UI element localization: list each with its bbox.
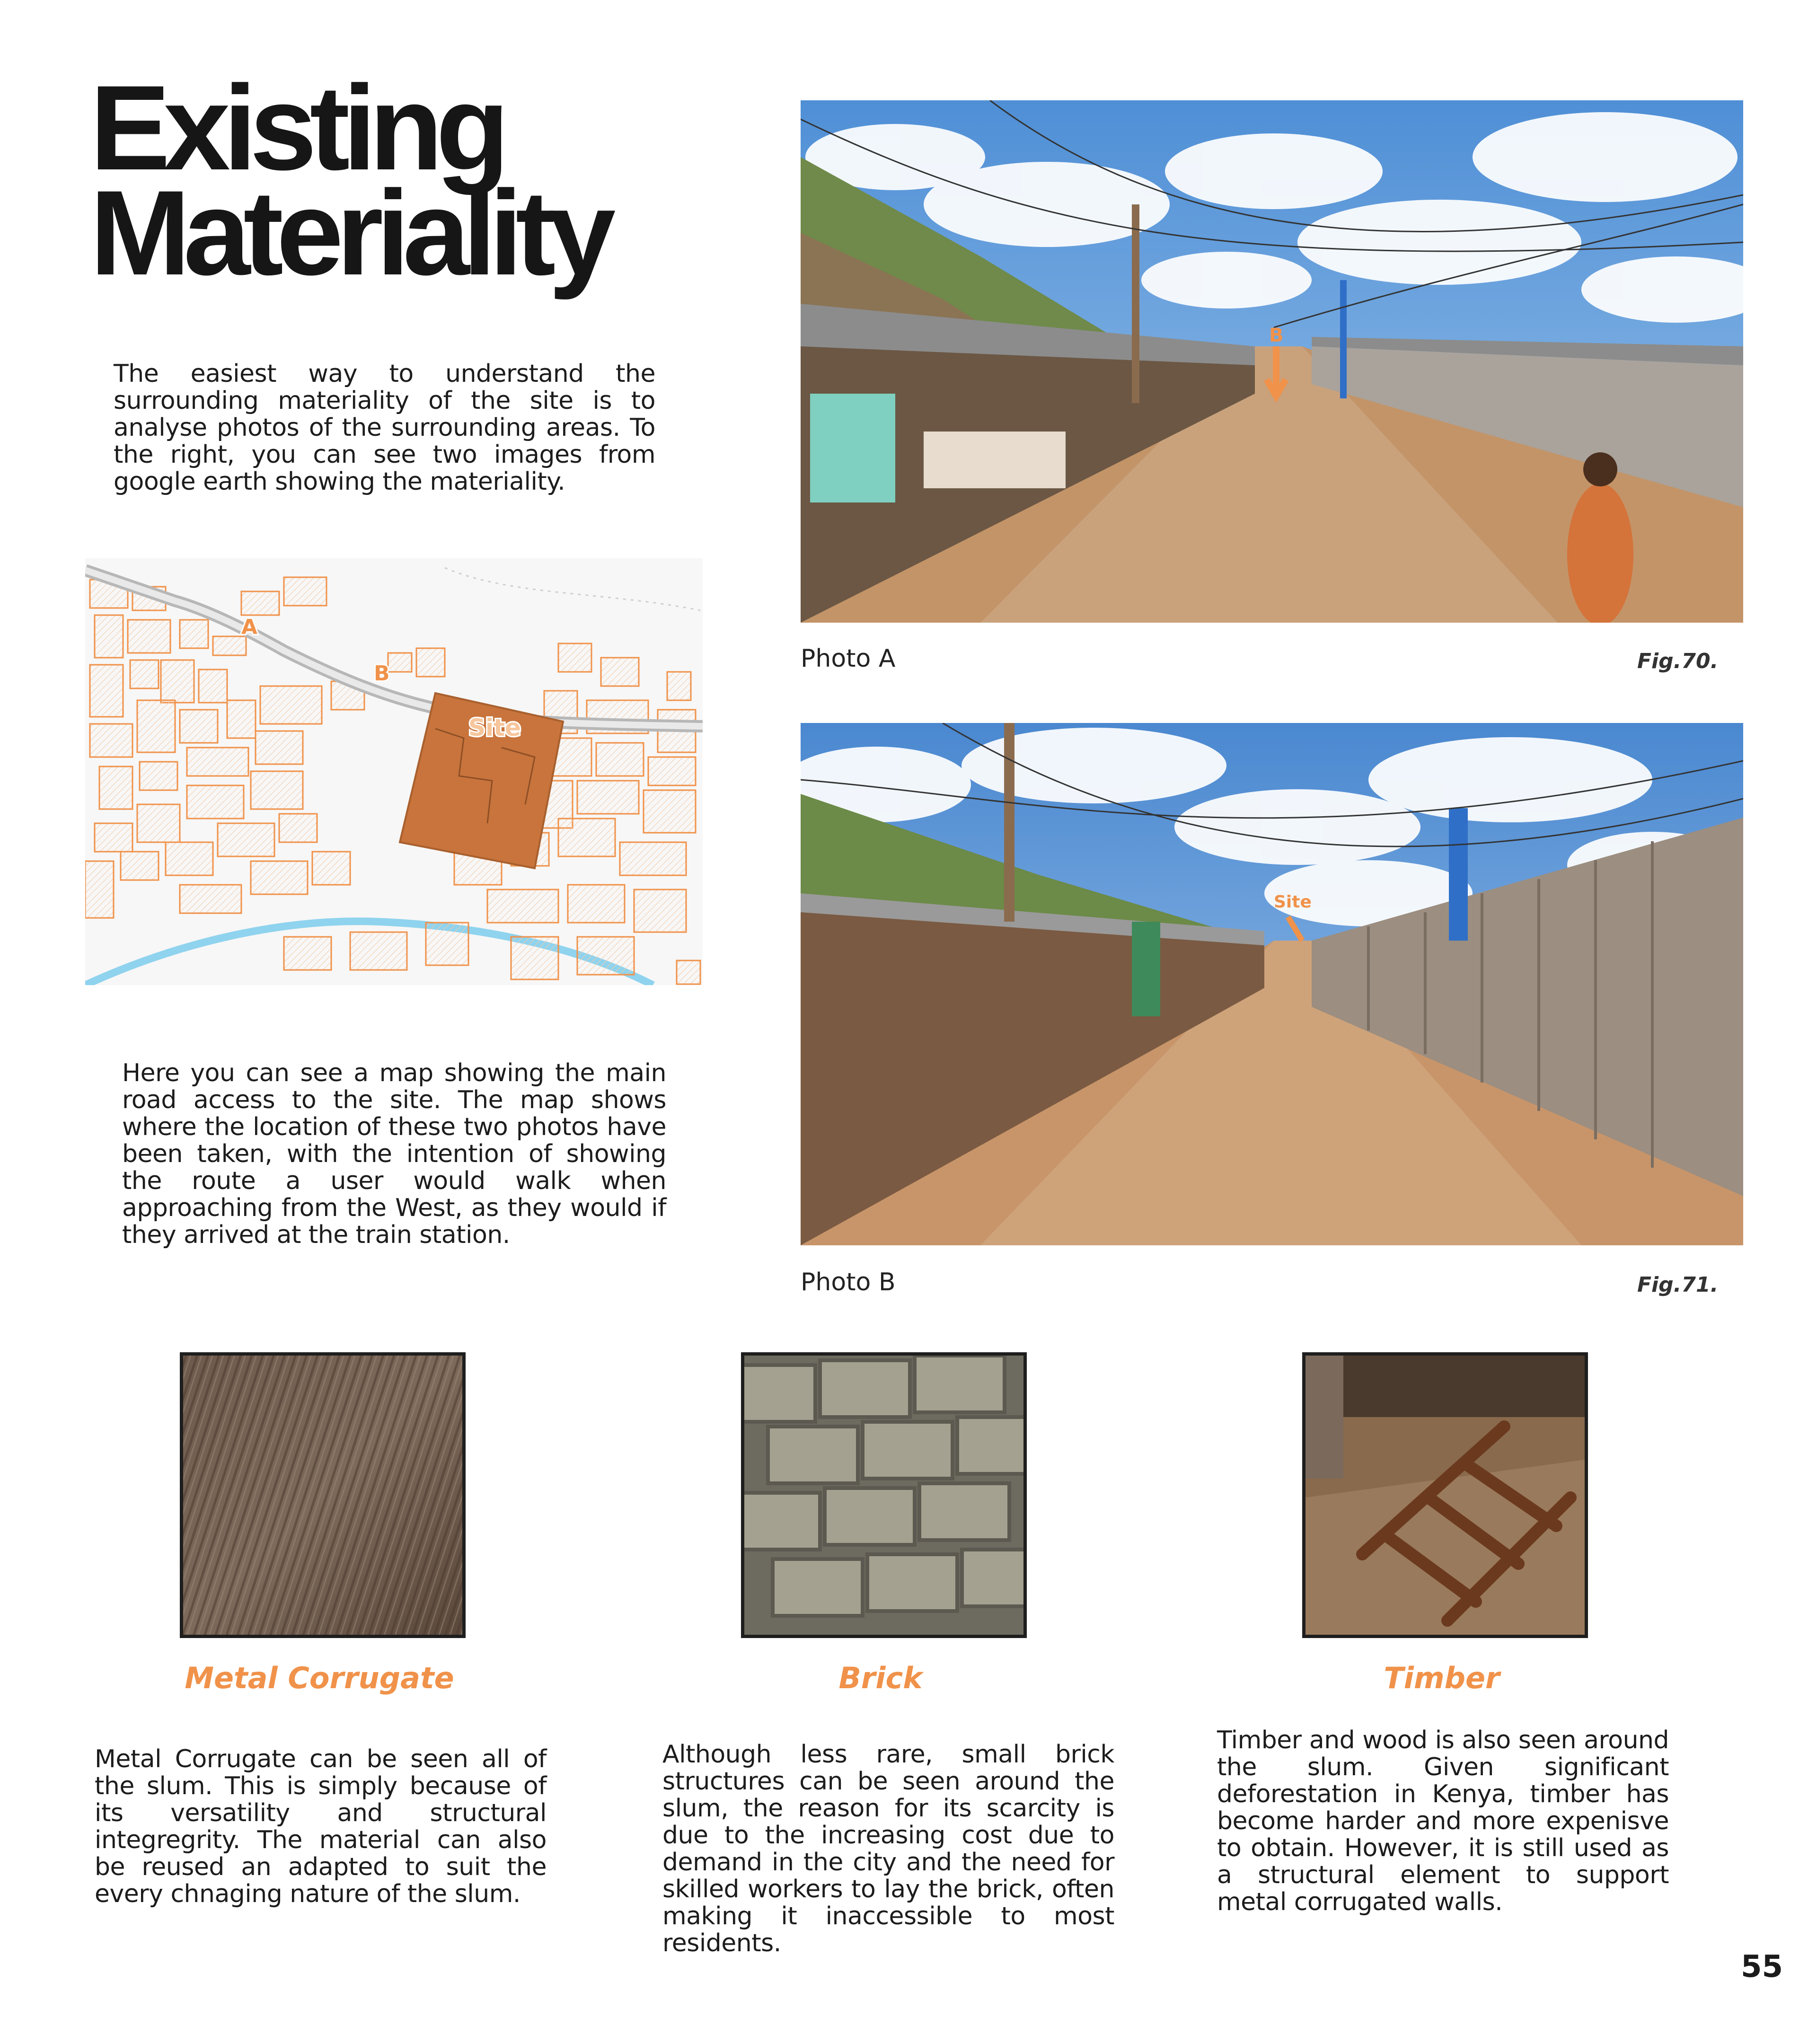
photo-a xyxy=(801,100,1743,623)
page-number: 55 xyxy=(1740,1949,1783,1984)
photo-b-scene xyxy=(801,723,1743,1245)
map-label-a: A xyxy=(241,615,258,639)
photo-b-marker-label: Site xyxy=(1274,892,1312,912)
map-label-site: Site xyxy=(468,714,521,741)
map-label-b: B xyxy=(374,661,390,686)
timber-text: Timber and wood is also seen around the slum. Given significant deforestation in Kenya, timber has become harder and more expenisve to obtain. However, it is still used as a structural element to support metal corrugated walls. xyxy=(1217,1726,1669,1916)
site-map xyxy=(85,558,703,985)
brick-text: Although less rare, small brick structures can be seen around the slum, the reason for its scarcity is due to the increasing cost due to demand in the city and the need for skilled workers to lay the brick, often making it inaccessible to most residents. xyxy=(662,1740,1114,1957)
metal-corrugate-texture xyxy=(183,1356,462,1635)
page-title xyxy=(90,61,609,300)
timber-texture xyxy=(1305,1356,1585,1635)
timber-swatch xyxy=(1302,1352,1588,1638)
photo-b-caption: Photo B xyxy=(801,1268,896,1296)
photo-b xyxy=(801,723,1743,1245)
metal-corrugate-swatch xyxy=(180,1352,466,1638)
photo-a-caption: Photo A xyxy=(801,644,896,673)
timber-title: Timber xyxy=(1384,1661,1500,1695)
photo-a-fig: Fig.70. xyxy=(1637,649,1719,673)
photo-a-marker-label: B xyxy=(1269,325,1284,346)
map-paragraph: Here you can see a map showing the main road access to the site. The map shows where the location of these two photos have been taken, with the intention of showing the route a user would walk when approaching from the West, as they would if they arrived at the train station. xyxy=(122,1059,666,1249)
brick-texture xyxy=(744,1356,1023,1635)
site-map-drawing xyxy=(85,558,703,985)
metal-corrugate-title: Metal Corrugate xyxy=(185,1661,454,1695)
page-title-line1: Existing xyxy=(90,61,503,195)
page-title-line2: Materiality xyxy=(90,166,609,300)
intro-paragraph: The easiest way to understand the surrounding materiality of the site is to analyse photos of the surrounding areas. To the right, you can see two images from google earth showing the materiality. xyxy=(114,360,655,496)
brick-title: Brick xyxy=(838,1661,923,1695)
photo-b-fig: Fig.71. xyxy=(1637,1273,1719,1297)
brick-swatch xyxy=(741,1352,1027,1638)
metal-corrugate-text: Metal Corrugate can be seen all of the slum. This is simply because of its versatility and structural integregrity. The material can also be reused an adapted to suit the every chnaging nature of the slum. xyxy=(95,1745,547,1908)
photo-a-scene xyxy=(801,100,1743,623)
